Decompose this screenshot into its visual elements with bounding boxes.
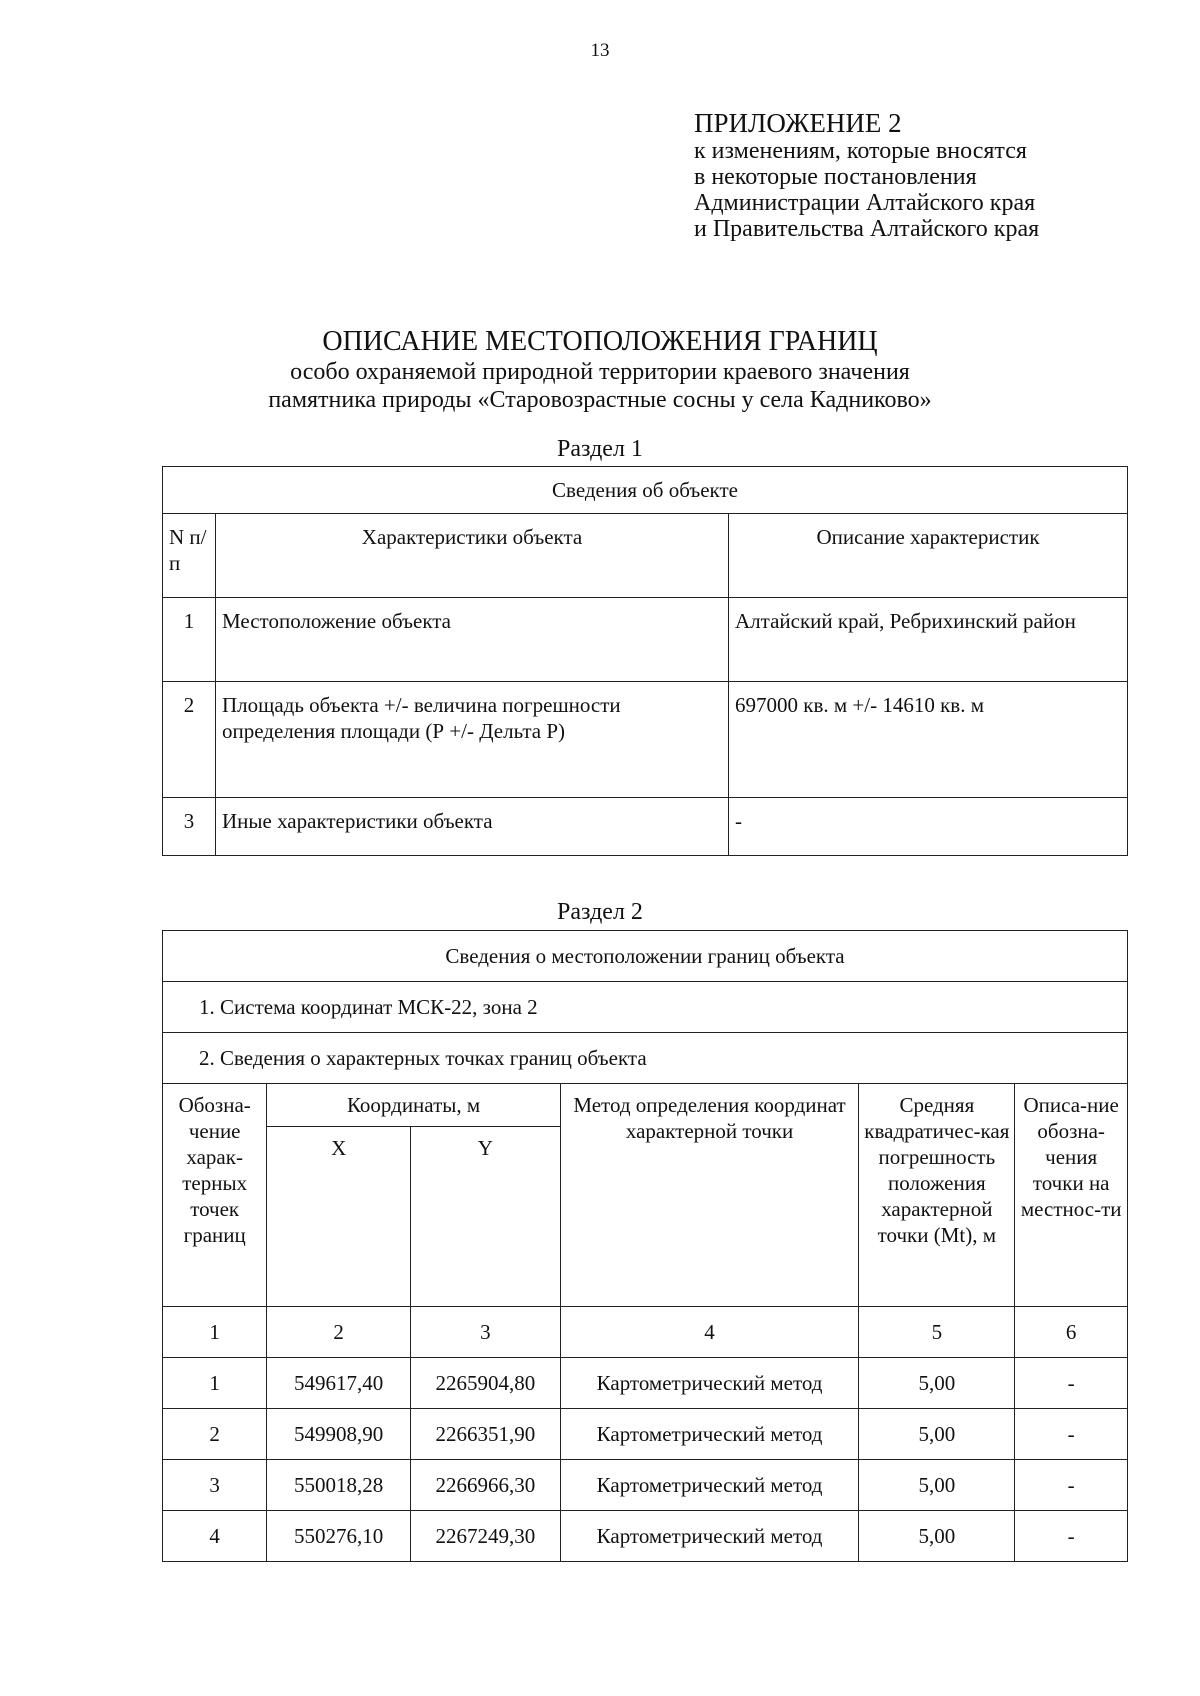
column-number: 3: [410, 1307, 560, 1358]
row-number: 3: [163, 798, 216, 856]
row-description: 697000 кв. м +/- 14610 кв. м: [729, 682, 1128, 798]
point-id: 1: [163, 1358, 267, 1409]
section1-label: Раздел 1: [557, 436, 643, 462]
point-error: 5,00: [859, 1409, 1015, 1460]
row-characteristic: Местоположение объекта: [216, 598, 729, 682]
col-x-header: X: [267, 1127, 411, 1307]
point-y: 2266966,30: [410, 1460, 560, 1511]
row-characteristic: Иные характеристики объекта: [216, 798, 729, 856]
col-description-header: Описа-ние обозна-чения точки на местнос-ти: [1015, 1084, 1128, 1307]
title-line-2: особо охраняемой природной территории краевого значения: [290, 359, 910, 385]
boundary-points-table: [162, 930, 1128, 1562]
appendix-block: [694, 108, 1039, 242]
point-x: 550276,10: [267, 1511, 411, 1562]
section1-heading: Сведения об объекте: [163, 467, 1128, 514]
row-description: -: [729, 798, 1128, 856]
table-row: [163, 798, 1128, 856]
appendix-line: к изменениям, которые вносятся: [694, 138, 1027, 164]
col-number-header: N п/п: [163, 514, 216, 598]
point-description: -: [1015, 1409, 1128, 1460]
table-row: [163, 1511, 1128, 1562]
document-title: [0, 326, 1200, 414]
coordinate-system: 1. Система координат МСК-22, зона 2: [163, 982, 1128, 1033]
table-row: [163, 1409, 1128, 1460]
points-heading: 2. Сведения о характерных точках границ объекта: [163, 1033, 1128, 1084]
column-number: 2: [267, 1307, 411, 1358]
col-y-header: Y: [410, 1127, 560, 1307]
row-number: 1: [163, 598, 216, 682]
title-line-1: ОПИСАНИЕ МЕСТОПОЛОЖЕНИЯ ГРАНИЦ: [322, 326, 878, 357]
table-row: [163, 598, 1128, 682]
page-number: 13: [590, 40, 610, 61]
title-line-3: памятника природы «Старовозрастные сосны у села Кадниково»: [268, 387, 932, 413]
point-description: -: [1015, 1358, 1128, 1409]
point-error: 5,00: [859, 1511, 1015, 1562]
point-description: -: [1015, 1511, 1128, 1562]
column-number: 6: [1015, 1307, 1128, 1358]
point-error: 5,00: [859, 1460, 1015, 1511]
table-row: [163, 682, 1128, 798]
column-number: 4: [560, 1307, 859, 1358]
col-coordinates-header: Координаты, м: [267, 1084, 560, 1127]
table-row: [163, 1460, 1128, 1511]
column-numbers-row: [163, 1307, 1128, 1358]
point-method: Картометрический метод: [560, 1511, 859, 1562]
point-method: Картометрический метод: [560, 1409, 859, 1460]
appendix-line: Администрации Алтайского края: [694, 190, 1036, 216]
point-id: 4: [163, 1511, 267, 1562]
point-x: 550018,28: [267, 1460, 411, 1511]
point-y: 2266351,90: [410, 1409, 560, 1460]
column-number: 5: [859, 1307, 1015, 1358]
appendix-line: и Правительства Алтайского края: [694, 216, 1040, 242]
section2-heading: Сведения о местоположении границ объекта: [163, 931, 1128, 982]
col-method-header: Метод определения координат характерной точки: [560, 1084, 859, 1307]
point-id: 2: [163, 1409, 267, 1460]
column-number: 1: [163, 1307, 267, 1358]
col-designation-header: Обозна-чение харак-терных точек границ: [163, 1084, 267, 1307]
col-description-header: Описание характеристик: [729, 514, 1128, 598]
col-characteristic-header: Характеристики объекта: [216, 514, 729, 598]
point-error: 5,00: [859, 1358, 1015, 1409]
point-x: 549617,40: [267, 1358, 411, 1409]
point-method: Картометрический метод: [560, 1358, 859, 1409]
appendix-line: в некоторые постановления: [694, 164, 977, 190]
row-characteristic: Площадь объекта +/- величина погрешности определения площади (Р +/- Дельта Р): [216, 682, 729, 798]
point-id: 3: [163, 1460, 267, 1511]
object-info-table: [162, 466, 1128, 856]
row-description: Алтайский край, Ребрихинский район: [729, 598, 1128, 682]
table-row: [163, 1358, 1128, 1409]
point-y: 2265904,80: [410, 1358, 560, 1409]
row-number: 2: [163, 682, 216, 798]
point-y: 2267249,30: [410, 1511, 560, 1562]
point-method: Картометрический метод: [560, 1460, 859, 1511]
section2-label: Раздел 2: [557, 899, 643, 925]
appendix-title: ПРИЛОЖЕНИЕ 2: [694, 108, 902, 138]
point-x: 549908,90: [267, 1409, 411, 1460]
col-error-header: Средняя квадратичес-кая погрешность положения характерной точки (Mt), м: [859, 1084, 1015, 1307]
point-description: -: [1015, 1460, 1128, 1511]
